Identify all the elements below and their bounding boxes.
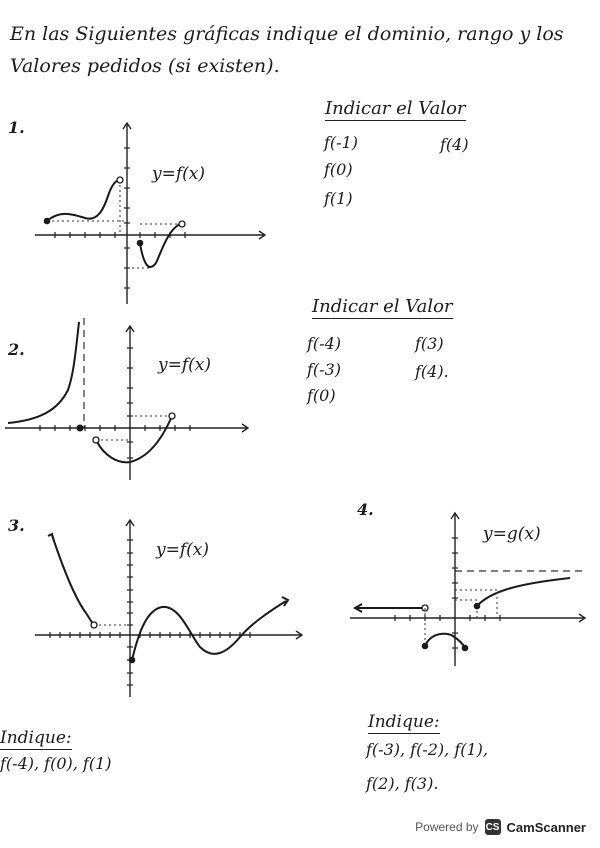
p4-curve-right [477, 578, 570, 606]
p4-closed-point-3 [474, 603, 480, 609]
problem-1-value: f(4) [440, 135, 469, 154]
problem-4-function-label: y=g(x) [483, 524, 541, 544]
problem-3-values: f(-4), f(0), f(1) [0, 754, 112, 773]
p1-curve-right [140, 224, 180, 267]
p2-curve-right [96, 416, 172, 462]
problem-1-value: f(0) [324, 160, 353, 179]
problem-1-prompt-title: Indicar el Valor [325, 98, 466, 119]
p2-open-point-2 [169, 413, 175, 419]
problem-4-prompt-title: Indique: [368, 712, 440, 732]
p3-curve-right [132, 601, 286, 660]
problem-2-value: f(3) [415, 334, 444, 353]
problem-1-graph [30, 118, 270, 308]
p4-closed-point [422, 643, 428, 649]
powered-by-text: Powered by [415, 820, 479, 834]
p1-open-point [117, 177, 123, 183]
p1-curve-left [47, 180, 120, 221]
problem-2-graph [0, 318, 260, 483]
problem-3-function-label: y=f(x) [156, 540, 209, 560]
p1-closed-point-2 [137, 240, 143, 246]
p3-curve-left [52, 535, 94, 625]
problem-1-value: f(1) [324, 189, 353, 208]
problem-2-value: f(4). [415, 362, 449, 381]
problem-2-value: f(-4) [307, 334, 341, 353]
problem-4-number: 4. [357, 500, 374, 519]
problem-4-graph [345, 508, 590, 668]
problem-2-value: f(-3) [307, 360, 341, 379]
p1-closed-point [44, 218, 50, 224]
p2-open-point [93, 437, 99, 443]
camscanner-brand: CamScanner [506, 819, 586, 835]
p3-open-point [91, 622, 97, 628]
p4-closed-point-2 [462, 645, 468, 651]
camscanner-logo-icon: CS [485, 819, 501, 835]
problem-4-values-line-2: f(2), f(3). [366, 774, 439, 793]
intro-text: En las Siguientes gráficas indique el dominio, rango y los Valores pedidos (si existen). [10, 23, 564, 77]
problem-2-value: f(0) [307, 386, 336, 405]
problem-1-value: f(-1) [324, 133, 358, 152]
problem-3-number: 3. [8, 516, 25, 535]
p2-curve-left [8, 322, 79, 423]
problem-4-values-line-1: f(-3), f(-2), f(1), [366, 740, 488, 759]
camscanner-footer [415, 816, 586, 838]
p1-open-point-2 [179, 221, 185, 227]
p3-closed-point [129, 657, 135, 663]
problem-2-number: 2. [8, 340, 25, 359]
problem-3-prompt-title: Indique: [0, 728, 72, 748]
problem-1-function-label: y=f(x) [152, 164, 205, 184]
p4-arc [425, 634, 465, 648]
p2-closed-point [77, 425, 83, 431]
problem-2-function-label: y=f(x) [158, 355, 211, 375]
problem-1-number: 1. [8, 118, 25, 137]
problem-2-prompt-title: Indicar el Valor [312, 296, 453, 317]
